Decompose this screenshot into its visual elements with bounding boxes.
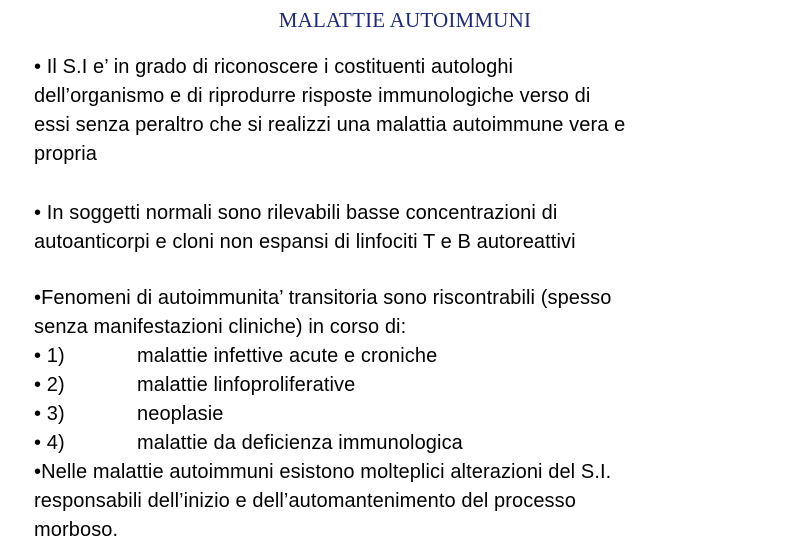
text-line: • In soggetti normali sono rilevabili basse concentrazioni di [34,202,558,224]
list-item-number: • 3) [34,403,65,425]
list-item-number: • 4) [34,432,65,454]
list-item-number: • 2) [34,374,65,396]
text-line: • Il S.I e’ in grado di riconoscere i costituenti autologhi [34,56,514,78]
text-line: autoanticorpi e cloni non espansi di linfociti T e B autoreattivi [34,231,576,253]
text-line: morboso. [34,519,119,541]
text-line: •Nelle malattie autoimmuni esistono molteplici alterazioni del S.I. [34,461,612,483]
list-item [34,429,611,458]
list-item-text: neoplasie [137,403,224,425]
text-line: propria [34,143,97,165]
text-line: •Fenomeni di autoimmunita’ transitoria sono riscontrabili (spesso [34,287,612,309]
text-line: essi senza peraltro che si realizzi una malattia autoimmune vera e [34,114,626,136]
slide-title: MALATTIE AUTOIMMUNI [278,8,532,32]
list-item [34,371,611,400]
list-item-text: malattie da deficienza immunologica [137,432,463,454]
paragraph-transient-autoimmunity [34,284,611,545]
list-item-text: malattie linfoproliferative [137,374,356,396]
list-item-number: • 1) [34,345,65,367]
paragraph-self-recognition [34,53,625,169]
list-item [34,400,611,429]
list-item [34,342,611,371]
text-line: dell’organismo e di riprodurre risposte immunologiche verso di [34,85,591,107]
text-line: responsabili dell’inizio e dell’automantenimento del processo [34,490,576,512]
list-item-text: malattie infettive acute e croniche [137,345,438,367]
paragraph-normal-subjects [34,199,576,257]
text-line: senza manifestazioni cliniche) in corso di: [34,316,407,338]
